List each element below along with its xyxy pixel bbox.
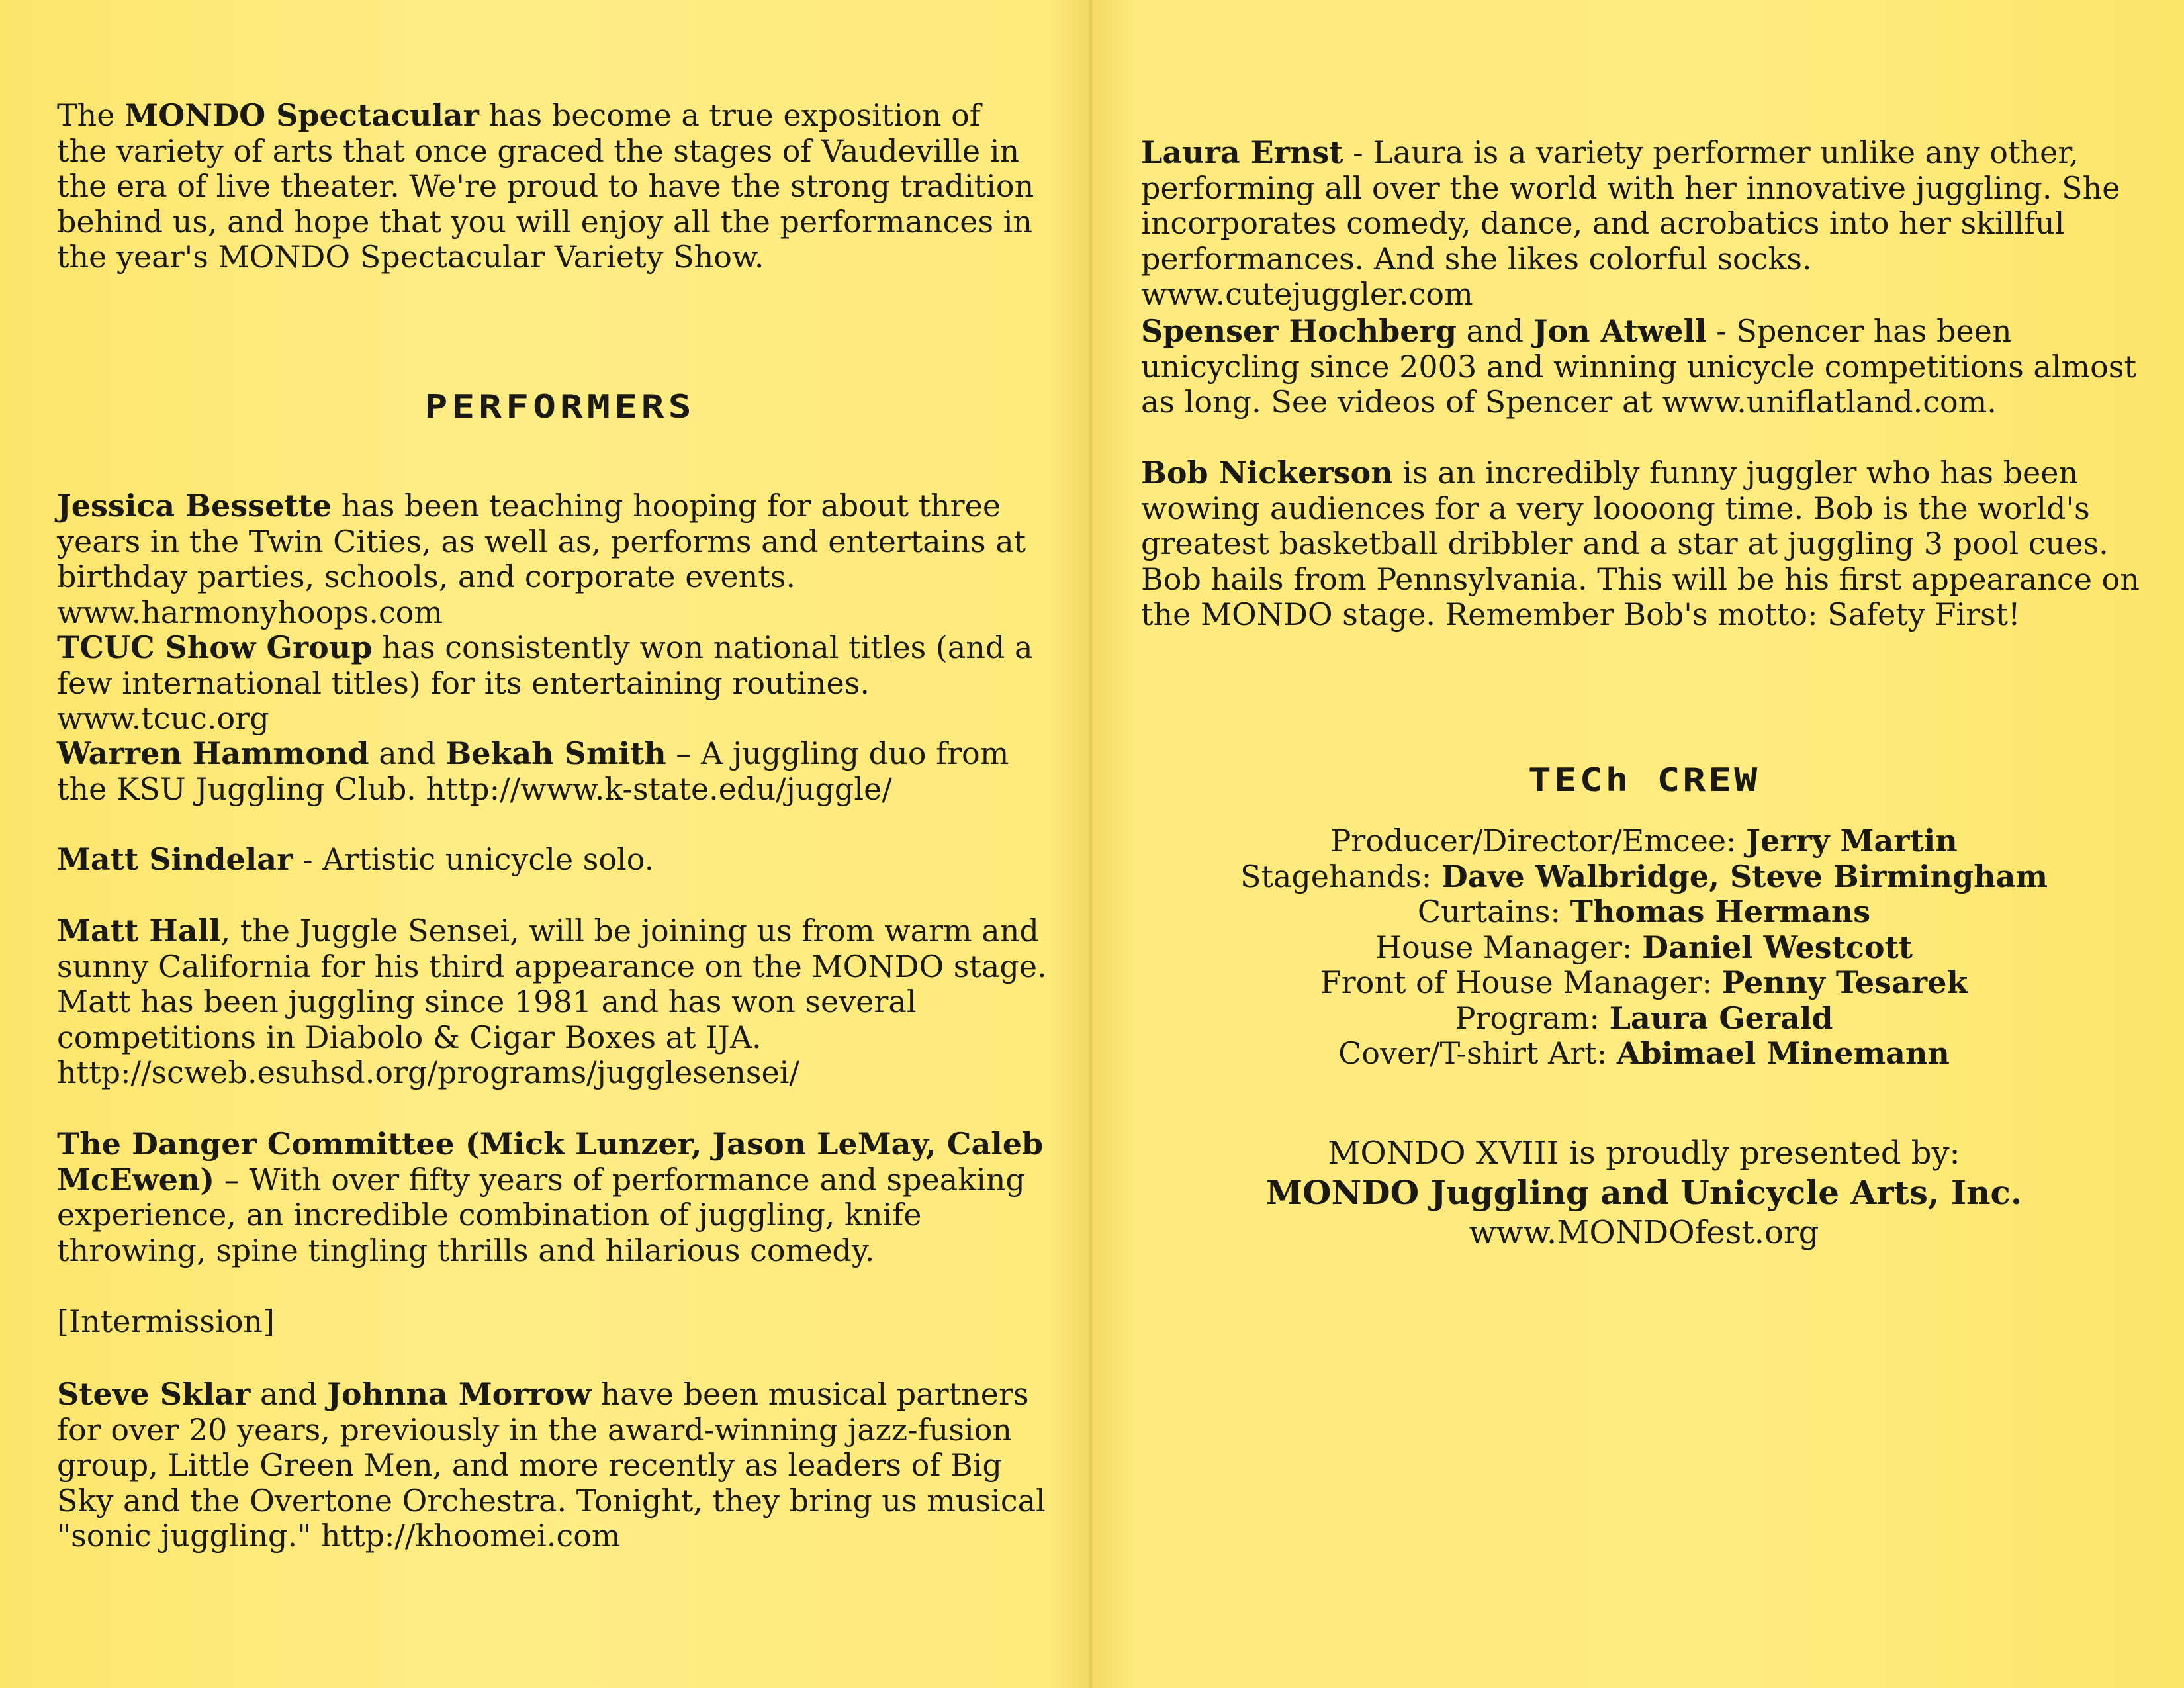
performer-sklar-morrow: Steve Sklar and Johnna Morrow have been musical partners for over 20 years, previously in the award-winning jazz-fusion group, Little Green Men, and more recently as leaders of Big Sky and the Overtone Orchestra. Tonight, they bring us musical "sonic juggling." http://khoomei.com [57, 1376, 1046, 1554]
crew-row: Cover/T-shirt Art: Abimael Minemann [1338, 1035, 1950, 1071]
performer-danger-committee: The Danger Committee (Mick Lunzer, Jason LeMay, Caleb McEwen) – With over fifty years of performance and speaking experience, an incredible combination of juggling, knife throwing, spine tingling thrills and hilarious comedy. [57, 1126, 1044, 1268]
page-fold [1088, 0, 1093, 1688]
performer-matt-hall: Matt Hall, the Juggle Sensei, will be joining us from warm and sunny California for his third appearance on the MONDO stage. Matt has been juggling since 1981 and has won several competitions in Diabolo & Cigar Boxes at IJA. http://scweb.esuhsd.org/programs/jugglesensei/ [57, 913, 1047, 1090]
performer-hammond-smith: Warren Hammond and Bekah Smith – A juggling duo from the KSU Juggling Club. http://www.k-state.edu/juggle/ [57, 735, 1009, 807]
tech-crew-heading: TECh CREW [1527, 761, 1760, 799]
tech-crew-list [1141, 823, 2147, 1072]
performer-tcuc-show-group: TCUC Show Group has consistently won national titles (and a few international titles) for its entertaining routines. www.tcuc.org [57, 630, 1033, 736]
performers-heading: PERFORMERS [424, 387, 696, 426]
crew-row: Front of House Manager: Penny Tesarek [1320, 964, 1968, 1000]
presenter-organization: MONDO Juggling and Unicycle Arts, Inc. [1265, 1173, 2023, 1212]
crew-row: House Manager: Daniel Westcott [1375, 929, 1913, 965]
performer-bob-nickerson: Bob Nickerson is an incredibly funny juggler who has been wowing audiences for a very loooong time. Bob is the world's greatest basketball dribbler and a star at juggling 3 pool cues. Bob hails from Pennsylvania. This will be his first appearance on the MONDO stage. Remember Bob's motto: Safety First! [1141, 455, 2140, 632]
intermission-label: [Intermission] [57, 1303, 275, 1339]
crew-row: Producer/Director/Emcee: Jerry Martin [1330, 823, 1958, 859]
intro-paragraph: The MONDO Spectacular has become a true exposition of the variety of arts that once graced the stages of Vaudeville in the era of live theater. We're proud to have the strong tradition behind us, and hope that you will enjoy all the performances in the year's MONDO Spectacular Variety Show. [57, 97, 1034, 275]
presenter-website: www.MONDOfest.org [1469, 1214, 1819, 1251]
performer-laura-ernst: Laura Ernst - Laura is a variety performer unlike any other, performing all over the world with her innovative juggling. She incorporates comedy, dance, and acrobatics into her skillful performances. And she likes colorful socks. www.cutejuggler.com [1141, 134, 2120, 312]
crew-row: Stagehands: Dave Walbridge, Steve Birmingham [1240, 858, 2048, 894]
presented-by-line: MONDO XVIII is proudly presented by: [1328, 1135, 1960, 1172]
crew-row: Curtains: Thomas Hermans [1417, 894, 1871, 929]
performer-matt-sindelar: Matt Sindelar - Artistic unicycle solo. [57, 841, 655, 877]
performer-hochberg-atwell: Spenser Hochberg and Jon Atwell - Spencer has been unicycling since 2003 and winning unicycle competitions almost as long. See videos of Spencer at www.uniflatland.com. [1141, 313, 2136, 420]
presented-by-block [1141, 1133, 2147, 1252]
crew-row: Program: Laura Gerald [1455, 1000, 1833, 1036]
performer-jessica-bessette: Jessica Bessette has been teaching hooping for about three years in the Twin Cities, as well as, performs and entertains at birthday parties, schools, and corporate events. www.harmonyhoops.com [57, 488, 1026, 630]
